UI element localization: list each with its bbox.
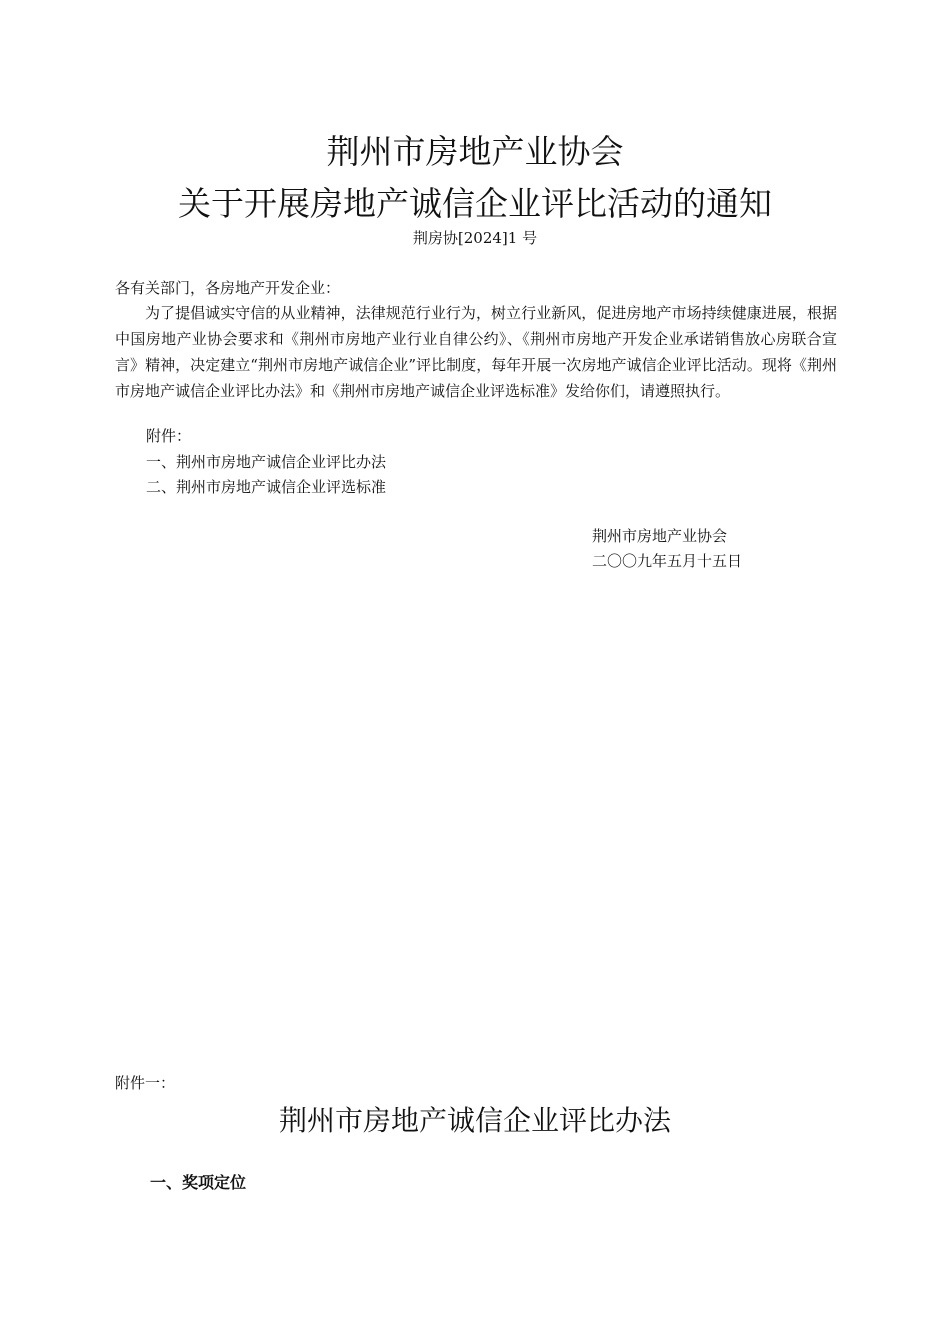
appendix-title: 荆州市房地产诚信企业评比办法	[278, 1104, 671, 1137]
document-number: 荆房协[2024]1 号	[412, 229, 538, 247]
signature-organization: 荆州市房地产业协会	[592, 527, 728, 545]
appendix-label: 附件一：	[115, 1074, 176, 1092]
attachments-label: 附件：	[146, 427, 192, 445]
attachment-item-1: 一、荆州市房地产诚信企业评比办法	[146, 453, 387, 471]
salutation: 各有关部门，各房地产开发企业：	[115, 279, 341, 297]
section-heading: 一、奖项定位	[150, 1173, 247, 1192]
document-title-line-1: 荆州市房地产业协会	[326, 132, 624, 171]
attachment-item-2: 二、荆州市房地产诚信企业评选标准	[146, 478, 387, 496]
signature-date: 二〇〇九年五月十五日	[592, 552, 743, 570]
body-paragraph: 为了提倡诚实守信的从业精神，法律规范行业行为，树立行业新风，促进房地产市场持续健康进展，根据中国房地产业协会要求和《荆州市房地产业行业自律公约》、《荆州市房地产开发企业承诺销售放心房联合宣言》精神，决定建立“荆州市房地产诚信企业”评比制度，每年开展一次房地产诚信企业评比活动。现将《荆州市房地产诚信企业评比办法》和《荆州市房地产诚信企业评选标准》发给你们，请遵照执行。	[115, 304, 837, 400]
document-title-line-2: 关于开展房地产诚信企业评比活动的通知	[178, 184, 772, 223]
